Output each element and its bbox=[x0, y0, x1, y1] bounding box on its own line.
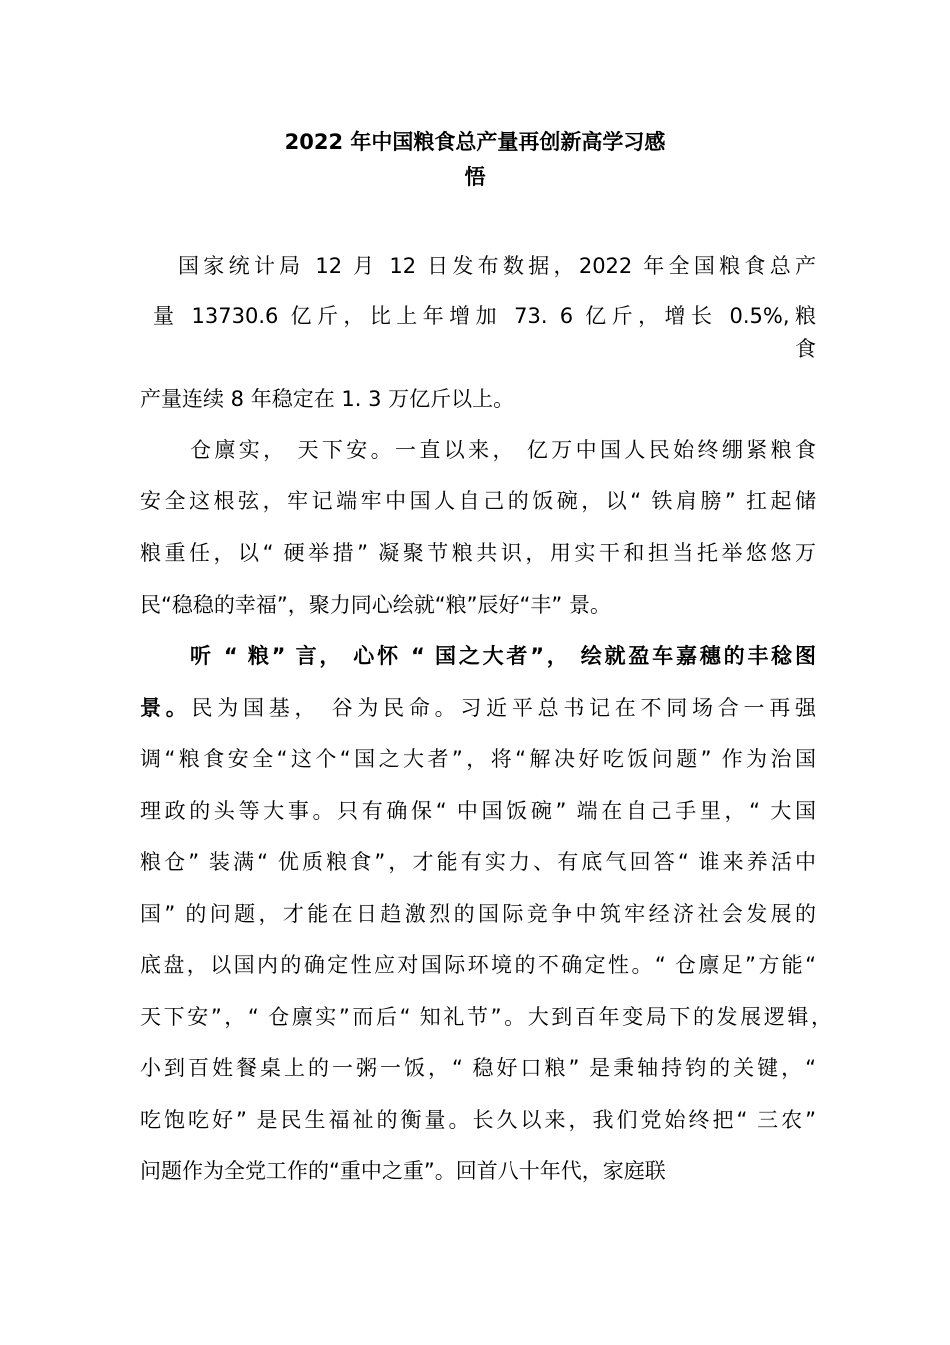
paragraph-3-line-4: 理政的头等大事。只有确保“ 中国饭碗” 端在自己手里，“ 大国 bbox=[140, 799, 816, 823]
document-title-line-2: 悟 bbox=[464, 165, 486, 189]
paragraph-3-line-2 bbox=[140, 693, 816, 723]
paragraph-1-line-1: 国家统计局 12 月 12 日发布数据，2022 年全国粮食总产 bbox=[178, 254, 816, 278]
paragraph-3-line-3: 调“粮食安全“这个“国之大者”，将“解决好吃饭问题” 作为治国 bbox=[140, 747, 816, 771]
paragraph-3-line-6: 国” 的问题，才能在日趋激烈的国际竞争中筑牢经济社会发展的 bbox=[140, 902, 816, 926]
paragraph-3-line-9: 小到百姓餐桌上的一粥一饭，“ 稳好口粮” 是秉轴持钧的关键，“ bbox=[140, 1056, 816, 1080]
paragraph-1-line-2: 量 13730.6 亿斤，比上年增加 73. 6 亿斤，增长 0.5%,粮 bbox=[153, 304, 816, 328]
paragraph-1-line-4: 产量连续 8 年稳定在 1. 3 万亿斤以上。 bbox=[140, 387, 515, 411]
paragraph-3-line-7: 底盘，以国内的确定性应对国际环境的不确定性。“ 仓廪足”方能“ bbox=[140, 953, 816, 977]
paragraph-3-line-10: 吃饱吃好” 是民生福祉的衡量。长久以来，我们党始终把“ 三农” bbox=[140, 1108, 816, 1132]
paragraph-3-line-5: 粮仓” 装满“ 优质粮食”，才能有实力、有底气回答“ 谁来养活中 bbox=[140, 850, 816, 874]
paragraph-3-line-8: 天下安”，“ 仓廪实”而后“ 知礼节”。大到百年变局下的发展逻辑， bbox=[140, 1005, 832, 1029]
paragraph-3-heading-end: 景。 bbox=[140, 696, 192, 720]
paragraph-2-line-3: 粮重任，以“ 硬举措” 凝聚节粮共识，用实干和担当托举悠悠万 bbox=[140, 541, 816, 565]
paragraph-2-line-4: 民“稳稳的幸福”，聚力同心绘就“粮”辰好“丰” 景。 bbox=[140, 593, 611, 617]
paragraph-3-line-11: 问题作为全党工作的“重中之重”。回首八十年代，家庭联 bbox=[140, 1159, 666, 1183]
paragraph-2-line-1: 仓廪实， 天下安。一直以来， 亿万中国人民始终绷紧粮食 bbox=[190, 438, 816, 462]
paragraph-3-line-2-text: 民为国基， 谷为民命。习近平总书记在不同场合一再强 bbox=[191, 696, 816, 720]
paragraph-3-heading-line-1: 听 “ 粮” 言， 心怀 “ 国之大者”， 绘就盈车嘉穗的丰稔图 bbox=[190, 644, 816, 668]
paragraph-1-line-3: 食 bbox=[795, 337, 816, 361]
paragraph-2-line-2: 安全这根弦，牢记端牢中国人自己的饭碗，以“ 铁肩膀” 扛起储 bbox=[140, 489, 816, 513]
document-title-line-1: 2022 年中国粮食总产量再创新高学习感 bbox=[284, 130, 666, 154]
